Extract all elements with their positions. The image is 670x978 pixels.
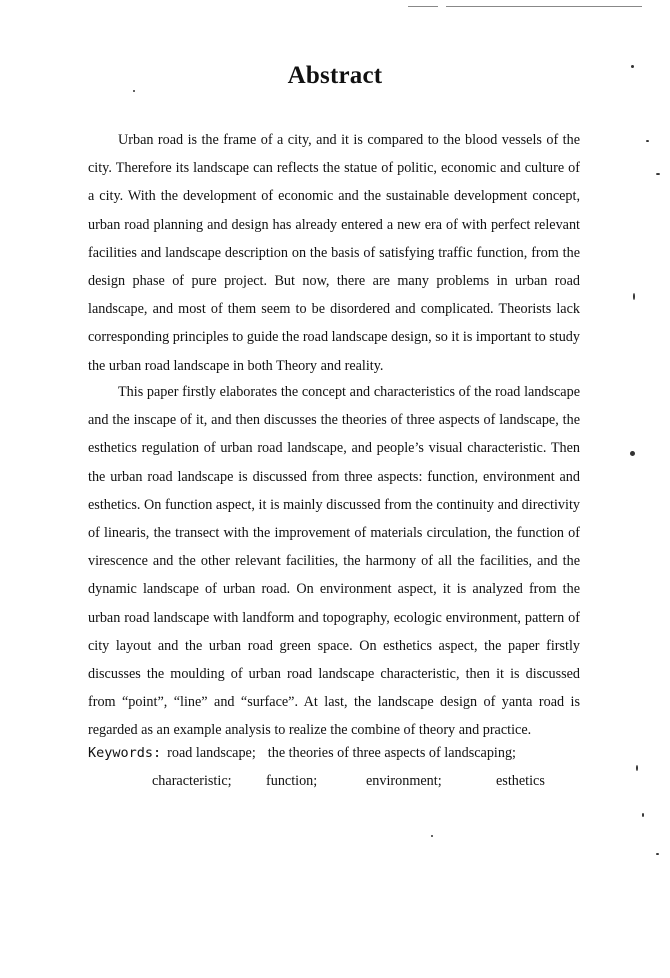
keywords-label: Keywords: (88, 745, 162, 761)
abstract-paragraph-2: This paper firstly elaborates the concept and characteristics of the road landscape and the inscape of it, and then discusses the theories of three aspects of landscape, the esthetics regulation of urban road landscape, and people’s visual characteristic. Then the urban road landscape is discussed from three aspects: function, environment and esthetics. On function aspect, it is mainly discussed from the continuity and directivity of linearis, the transect with the improvement of materials circulation, the function of virescence and the other relevant facilities, the harmony of all the facilities, and the dynamic landscape of urban road. On environment aspect, it is analyzed from the urban road landscape with landform and topography, ecologic environment, pattern of city layout and the urban road green space. On esthetics aspect, the paper firstly discusses the moulding of urban road landscape characteristic, then it is discussed from “point”, “line” and “surface”. At last, the landscape design of yanta road is regarded as an example analysis to realize the combine of theory and practice. (88, 384, 580, 739)
keyword: function; (266, 773, 318, 789)
keyword: characteristic; (152, 773, 232, 789)
keywords-line (88, 739, 608, 767)
scan-speck (656, 173, 660, 175)
scan-speck (636, 765, 638, 771)
abstract-paragraph-1: Urban road is the frame of a city, and it is compared to the blood vessels of the city. Therefore its landscape can reflects the statue of politic, economic and culture of a city. With the development of economic and the sustainable development concept, urban road planning and design has already entered a new era of with perfect relevant facilities and landscape description on the basis of satisfying traffic function, from the design phase of pure project. But now, there are many problems in urban road landscape, and most of them seem to be disordered and complicated. Theorists lack corresponding principles to guide the road landscape design, so it is important to study the urban road landscape in both Theory and reality. (88, 132, 580, 374)
scan-speck (631, 65, 634, 68)
keyword: esthetics (496, 773, 545, 789)
scan-speck (630, 451, 635, 456)
page-title: Abstract (287, 62, 383, 89)
header-rule (446, 6, 642, 7)
scan-speck (431, 835, 433, 837)
scan-speck (646, 140, 649, 142)
header-rule (408, 6, 438, 7)
scan-speck (642, 813, 644, 817)
scan-speck (656, 853, 659, 855)
scan-speck (133, 90, 135, 92)
keyword: environment; (366, 773, 442, 789)
keyword: the theories of three aspects of landscaping; (267, 745, 516, 761)
keyword: road landscape; (167, 745, 256, 761)
scan-speck (633, 293, 635, 300)
